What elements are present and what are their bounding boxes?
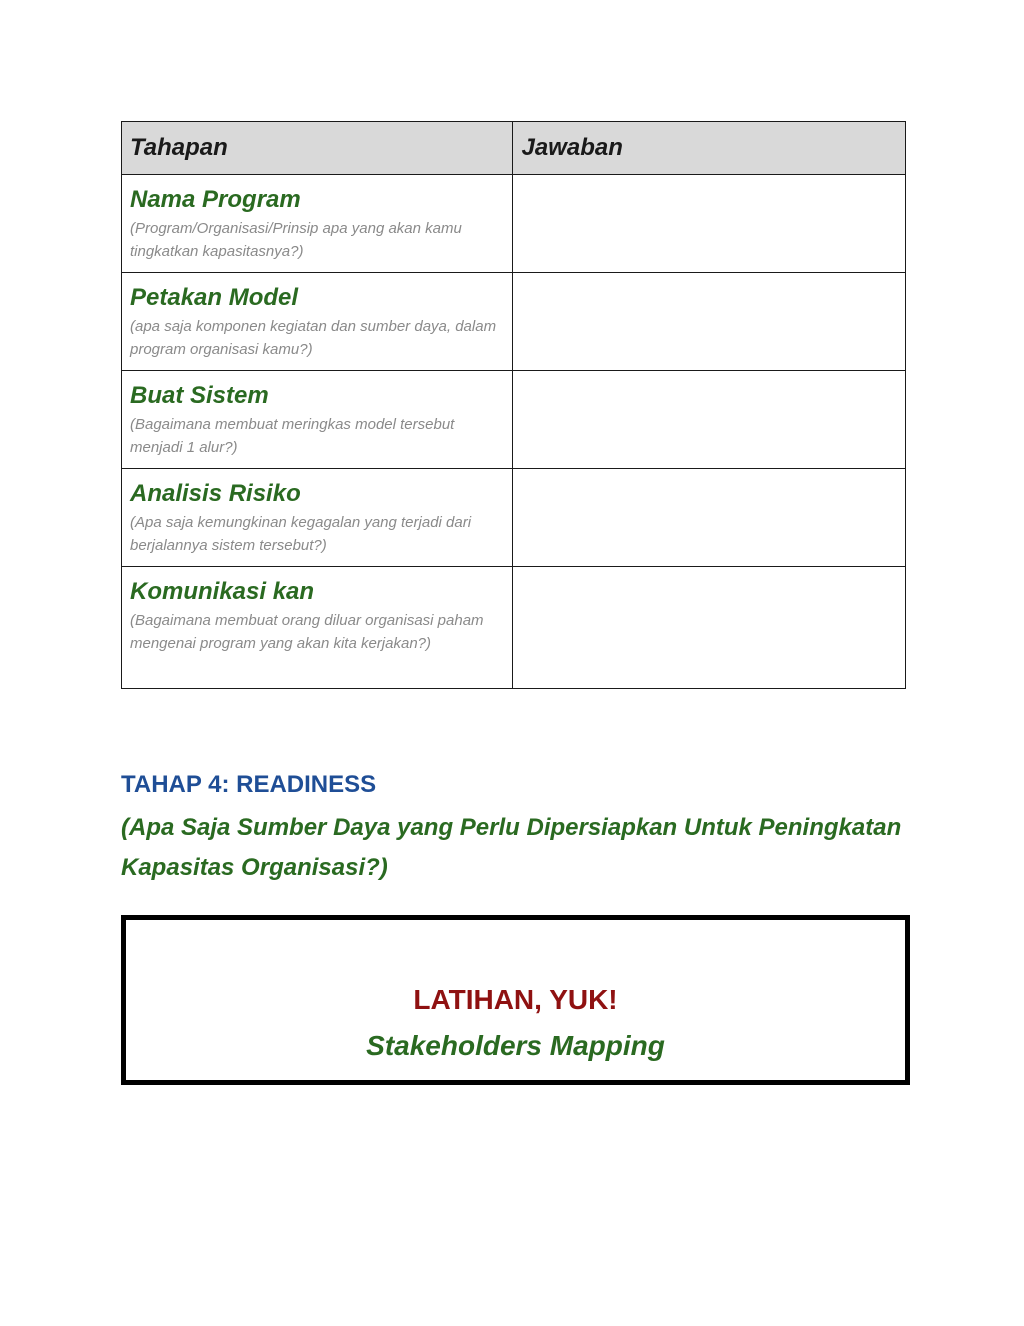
header-answer: Jawaban [513, 122, 906, 175]
stage-cell [122, 567, 513, 689]
answer-cell[interactable] [513, 273, 906, 371]
exercise-title: Stakeholders Mapping [366, 1030, 665, 1061]
stage-title: Analisis Risiko [130, 480, 301, 507]
stage-hint: (Program/Organisasi/Prinsip apa yang akan kamu tingkatkan kapasitasnya?) [130, 220, 462, 260]
stage-cell [122, 371, 513, 469]
stage-cell [122, 175, 513, 273]
stage-title: Buat Sistem [130, 382, 269, 409]
answer-cell[interactable] [513, 371, 906, 469]
stage-cell [122, 273, 513, 371]
answer-cell[interactable] [513, 175, 906, 273]
stage-hint: (Bagaimana membuat meringkas model tersebut menjadi 1 alur?) [130, 416, 455, 456]
table-row [122, 273, 906, 371]
table-row [122, 567, 906, 689]
answer-cell[interactable] [513, 567, 906, 689]
stage-hint: (Apa saja kemungkinan kegagalan yang terjadi dari berjalannya sistem tersebut?) [130, 514, 472, 554]
table-row [122, 371, 906, 469]
table-header-row [122, 122, 906, 175]
stages-table [121, 121, 906, 689]
table-row [122, 469, 906, 567]
stage-title: Komunikasi kan [130, 578, 315, 605]
header-stage: Tahapan [122, 122, 513, 175]
stage-title: Petakan Model [130, 284, 299, 311]
section-heading: TAHAP 4: READINESS [121, 771, 377, 798]
answer-cell[interactable] [513, 469, 906, 567]
stage-hint: (Bagaimana membuat orang diluar organisasi paham mengenai program yang akan kita kerjakan?) [130, 612, 484, 652]
exercise-box [121, 915, 910, 1085]
stage-hint: (apa saja komponen kegiatan dan sumber daya, dalam program organisasi kamu?) [130, 318, 497, 358]
exercise-label: LATIHAN, YUK! [413, 984, 618, 1015]
section-question: (Apa Saja Sumber Daya yang Perlu Dipersiapkan Untuk Peningkatan Kapasitas Organisasi?) [121, 814, 902, 881]
stage-cell [122, 469, 513, 567]
stage-title: Nama Program [130, 186, 301, 213]
table-row [122, 175, 906, 273]
